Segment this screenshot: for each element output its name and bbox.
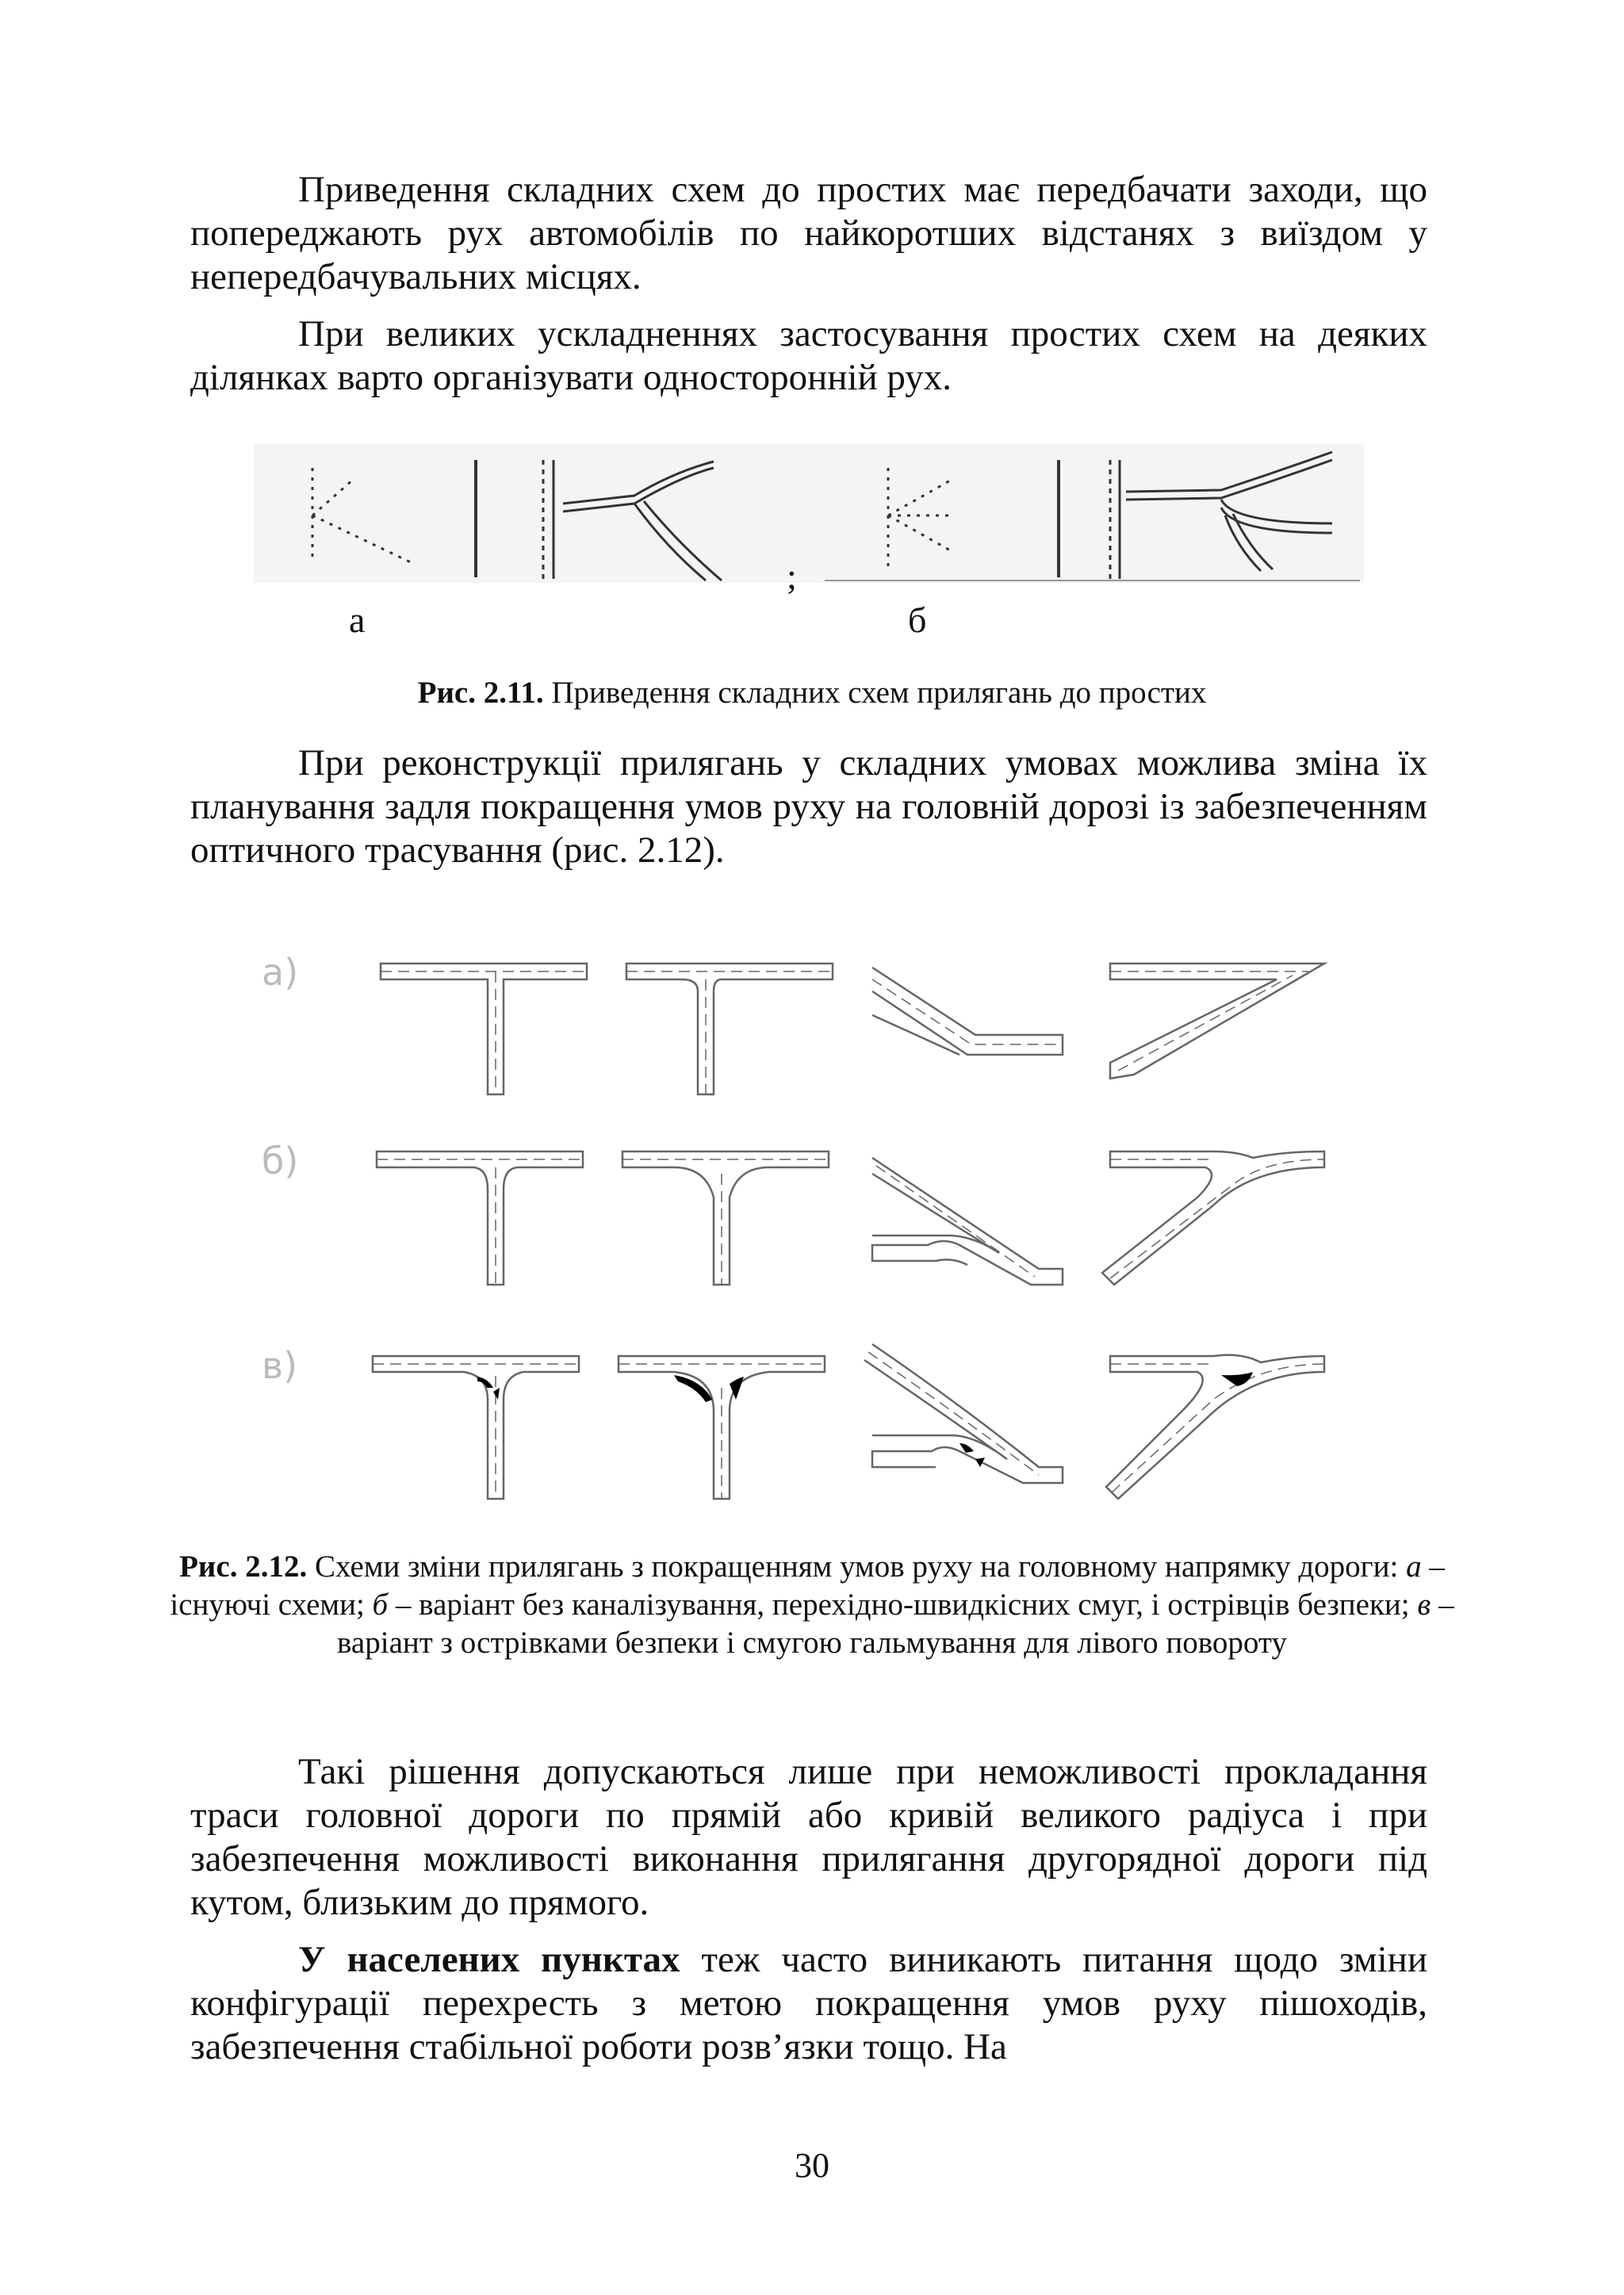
scheme-a-1 <box>381 964 587 1094</box>
figure-2-11-label-a: а <box>349 600 366 640</box>
figure-2-11-caption <box>159 674 1465 712</box>
scheme-b-3 <box>872 1158 1063 1285</box>
paragraph-3-text: При реконструкції прилягань у складних умовах можлива зміна їх планування задля покращення умов руху на головній дорозі із забезпеченням оптичного трасування (рис. 2.12). <box>190 742 1427 871</box>
paragraph-2 <box>190 312 1427 400</box>
figure-2-12-caption-a: а <box>1406 1550 1422 1584</box>
figure-2-12-caption-v: в <box>1417 1588 1431 1622</box>
paragraph-5-bold: У населених пунктах <box>298 1939 680 1980</box>
row-label-v: в) <box>262 1344 298 1387</box>
scheme-v-3 <box>864 1344 1063 1483</box>
scheme-v-4 <box>1106 1355 1324 1499</box>
paragraph-4 <box>190 1750 1427 1925</box>
figure-2-11-caption-number: Рис. 2.11. <box>417 676 544 710</box>
figure-2-12-caption-part-1: Схеми зміни прилягань з покращенням умов руху на головному напрямку дороги: <box>307 1550 1407 1584</box>
figure-2-12-caption-part-3: – варіант без каналізування, перехідно-швидкісних смуг, і острівців безпеки; <box>388 1588 1418 1622</box>
figure-2-11-separator: ; <box>787 556 797 596</box>
paragraph-5-text: теж часто виникають питання щодо зміни конфігурації перехресть з метою покращення умов руху пішоходів, забезпечення стабільної роботи розв’язки тощо. На <box>190 1939 1427 2067</box>
scheme-b-1 <box>377 1151 583 1285</box>
scheme-v-1 <box>373 1356 579 1499</box>
figure-2-11 <box>254 444 1364 603</box>
row-label-b: б) <box>262 1140 299 1182</box>
paragraph-5 <box>190 1938 1427 2069</box>
figure-2-12-caption-part-4: – варіант з острівками безпеки і смугою гальмування для лівого повороту <box>337 1588 1454 1660</box>
paragraph-2-text: При великих ускладненнях застосування простих схем на деяких ділянках варто організувати односторонній рух. <box>190 313 1427 398</box>
scheme-a-2 <box>626 964 833 1094</box>
scheme-v-2 <box>619 1356 825 1499</box>
safety-islands <box>477 1372 1253 1467</box>
figure-2-12-caption-number: Рис. 2.12. <box>179 1550 308 1584</box>
paragraph-4-text: Такі рішення допускаються лише при неможливості прокладання траси головної дороги по прямій або кривій великого радіуса і при забезпечення можливості виконання прилягання другорядної дороги під кутом, близьким до прямого. <box>190 1751 1427 1923</box>
figure-2-12 <box>262 944 1356 1531</box>
scheme-a-3 <box>872 967 1063 1055</box>
figure-2-12-caption <box>159 1548 1465 1662</box>
paragraph-1-text: Приведення складних схем до простих має передбачати заходи, що попереджають рух автомобілів по найкоротших відстанях з виїздом у непередбачувальних місцях. <box>190 169 1427 297</box>
figure-2-11-label-b: б <box>908 600 927 640</box>
row-label-a: а) <box>262 951 299 994</box>
scheme-b-2 <box>622 1151 829 1285</box>
scheme-a-4 <box>1110 964 1324 1079</box>
figure-2-12-caption-part-2: – існуючі схеми; <box>170 1550 1445 1622</box>
figure-2-11-caption-text: Приведення складних схем прилягань до простих <box>543 676 1207 710</box>
paragraph-1 <box>190 168 1427 299</box>
figure-2-12-caption-b: б <box>372 1588 389 1622</box>
paragraph-3 <box>190 741 1427 872</box>
scheme-b-4 <box>1102 1151 1324 1285</box>
page-number: 30 <box>795 2146 829 2185</box>
